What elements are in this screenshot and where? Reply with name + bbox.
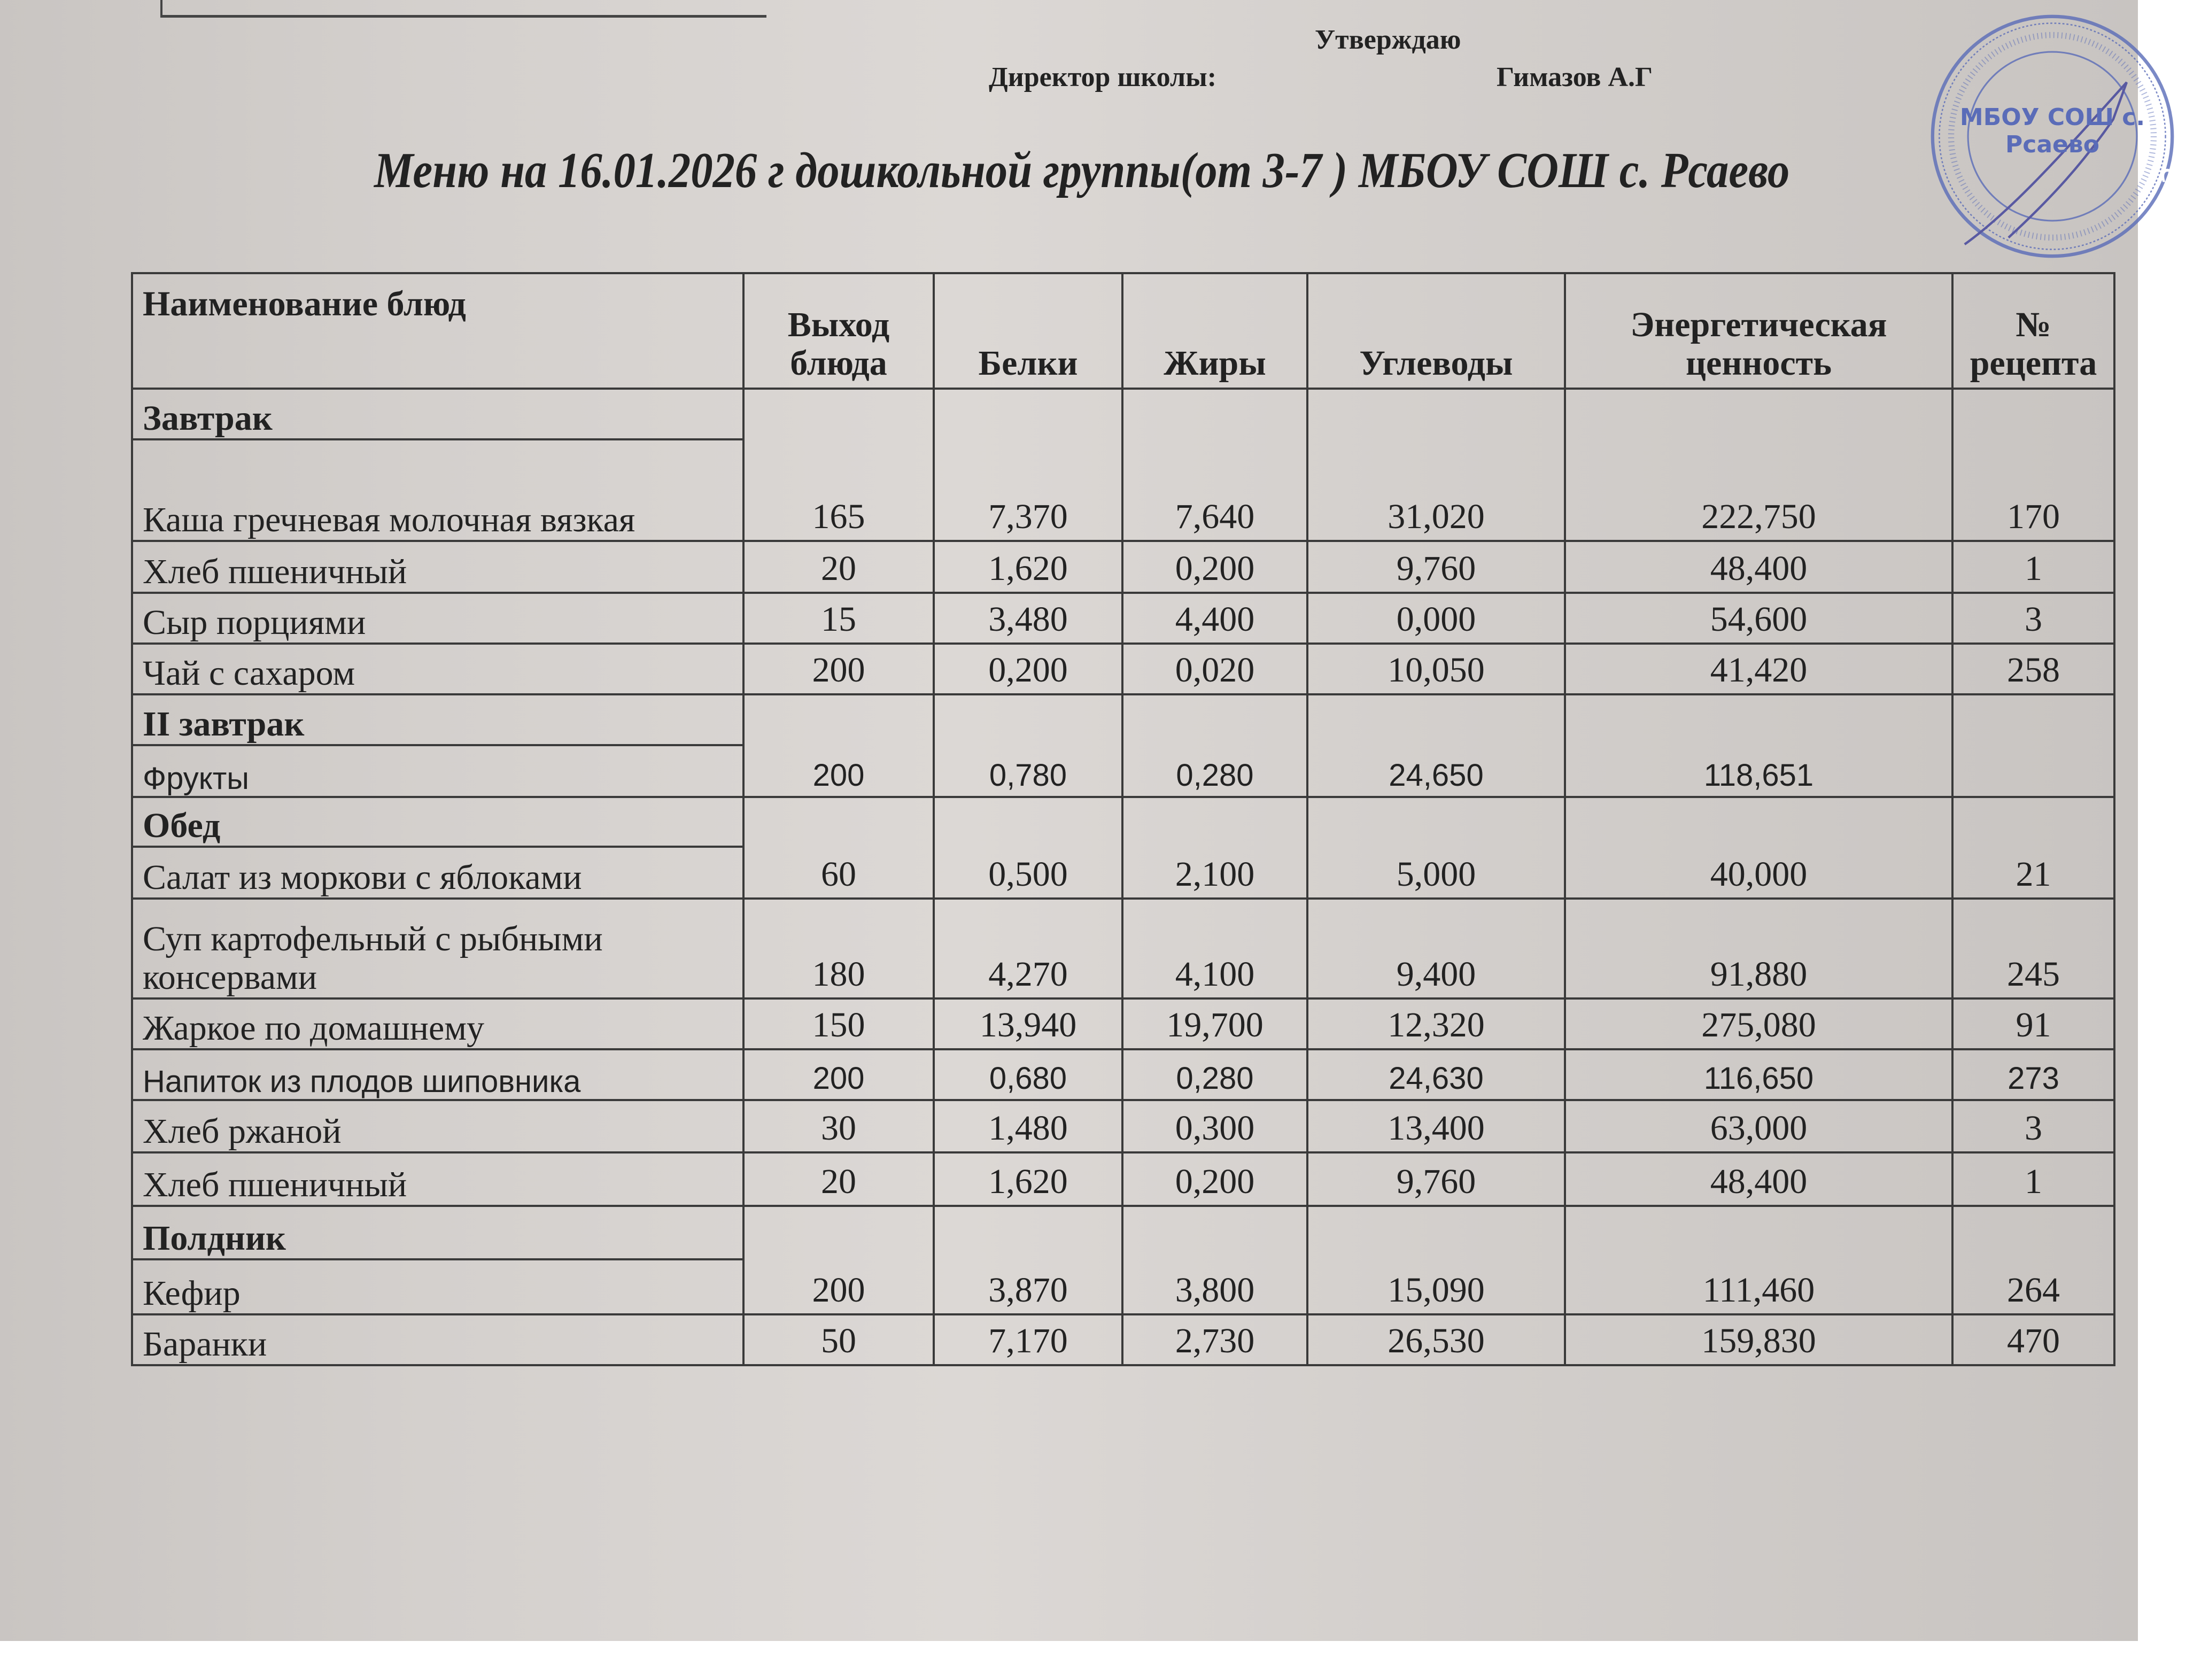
- cell-recipe: 1: [1952, 541, 2114, 593]
- cell-carbs: 0,000: [1307, 593, 1565, 644]
- column-header-protein: Белки: [934, 273, 1122, 389]
- cell-fat: 0,300: [1122, 1100, 1307, 1152]
- cell-yield: 60: [743, 797, 934, 899]
- cell-protein: 3,480: [934, 593, 1122, 644]
- column-header-fat: Жиры: [1122, 273, 1307, 389]
- table-row: [132, 1314, 2114, 1365]
- previous-table-edge: [160, 0, 766, 18]
- device-watermark: POCO C75 | mmmm: [2157, 1268, 2191, 1609]
- section-header-row: [132, 797, 2114, 847]
- cell-energy: 48,400: [1565, 1152, 1952, 1206]
- cell-protein: 7,170: [934, 1314, 1122, 1365]
- cell-carbs: 24,650: [1307, 694, 1565, 797]
- section-header-row: [132, 694, 2114, 745]
- cell-recipe: 3: [1952, 1100, 2114, 1152]
- cell-yield: 200: [743, 644, 934, 694]
- cell-energy: 54,600: [1565, 593, 1952, 644]
- table-row: [132, 644, 2114, 694]
- cell-recipe: 170: [1952, 389, 2114, 541]
- cell-energy: 111,460: [1565, 1206, 1952, 1314]
- cell-yield: 20: [743, 541, 934, 593]
- dish-name: Суп картофельный с рыбными консервами: [132, 899, 743, 998]
- cell-yield: 165: [743, 389, 934, 541]
- cell-protein: 1,480: [934, 1100, 1122, 1152]
- cell-recipe: 3: [1952, 593, 2114, 644]
- cell-energy: 40,000: [1565, 797, 1952, 899]
- cell-energy: 118,651: [1565, 694, 1952, 797]
- cell-carbs: 9,760: [1307, 1152, 1565, 1206]
- dish-name: Каша гречневая молочная вязкая: [132, 439, 743, 541]
- column-header-recipe: № рецепта: [1952, 273, 2114, 389]
- table-row: [132, 593, 2114, 644]
- cell-energy: 41,420: [1565, 644, 1952, 694]
- cell-energy: 63,000: [1565, 1100, 1952, 1152]
- dish-name: Кефир: [132, 1259, 743, 1314]
- cell-yield: 15: [743, 593, 934, 644]
- page-title: Меню на 16.01.2026 г дошкольной группы(от 3-7 ) МБОУ СОШ с. Рсаево: [374, 143, 1790, 198]
- cell-carbs: 10,050: [1307, 644, 1565, 694]
- cell-carbs: 12,320: [1307, 998, 1565, 1049]
- cell-recipe: 91: [1952, 998, 2114, 1049]
- cell-energy: 116,650: [1565, 1049, 1952, 1100]
- cell-recipe: 21: [1952, 797, 2114, 899]
- menu-table: [131, 272, 2115, 1366]
- cell-yield: 200: [743, 1206, 934, 1314]
- section-header-row: [132, 389, 2114, 439]
- cell-carbs: 9,760: [1307, 541, 1565, 593]
- cell-fat: 4,100: [1122, 899, 1307, 998]
- cell-carbs: 5,000: [1307, 797, 1565, 899]
- dish-name: Фрукты: [132, 745, 743, 797]
- section-name: II завтрак: [132, 694, 743, 745]
- cell-recipe: 470: [1952, 1314, 2114, 1365]
- cell-protein: 4,270: [934, 899, 1122, 998]
- approval-label: Утверждаю: [1315, 25, 1461, 55]
- section-name: Полдник: [132, 1206, 743, 1259]
- cell-carbs: 9,400: [1307, 899, 1565, 998]
- cell-yield: 200: [743, 694, 934, 797]
- cell-fat: 3,800: [1122, 1206, 1307, 1314]
- cell-recipe: 273: [1952, 1049, 2114, 1100]
- cell-carbs: 13,400: [1307, 1100, 1565, 1152]
- dish-name: Баранки: [132, 1314, 743, 1365]
- dish-name: Напиток из плодов шиповника: [132, 1049, 743, 1100]
- cell-energy: 48,400: [1565, 541, 1952, 593]
- cell-fat: 2,730: [1122, 1314, 1307, 1365]
- column-header-yield: Выход блюда: [743, 273, 934, 389]
- cell-protein: 0,780: [934, 694, 1122, 797]
- cell-protein: 13,940: [934, 998, 1122, 1049]
- cell-protein: 3,870: [934, 1206, 1122, 1314]
- dish-name: Салат из моркови с яблоками: [132, 847, 743, 899]
- cell-yield: 50: [743, 1314, 934, 1365]
- column-header-carbs: Углеводы: [1307, 273, 1565, 389]
- table-row: [132, 1100, 2114, 1152]
- dish-name: Жаркое по домашнему: [132, 998, 743, 1049]
- cell-protein: 1,620: [934, 1152, 1122, 1206]
- cell-fat: 0,020: [1122, 644, 1307, 694]
- dish-name: Чай с сахаром: [132, 644, 743, 694]
- cell-energy: 222,750: [1565, 389, 1952, 541]
- cell-carbs: 26,530: [1307, 1314, 1565, 1365]
- director-name: Гимазов А.Г: [1497, 62, 1653, 92]
- cell-yield: 30: [743, 1100, 934, 1152]
- cell-protein: 0,200: [934, 644, 1122, 694]
- cell-fat: 7,640: [1122, 389, 1307, 541]
- section-header-row: [132, 1206, 2114, 1259]
- column-header-energy: Энергетическая ценность: [1565, 273, 1952, 389]
- cell-recipe: 264: [1952, 1206, 2114, 1314]
- cell-energy: 275,080: [1565, 998, 1952, 1049]
- cell-yield: 150: [743, 998, 934, 1049]
- cell-fat: 0,280: [1122, 1049, 1307, 1100]
- cell-yield: 20: [743, 1152, 934, 1206]
- cell-protein: 0,500: [934, 797, 1122, 899]
- table-row: [132, 541, 2114, 593]
- cell-yield: 180: [743, 899, 934, 998]
- dish-name: Хлеб ржаной: [132, 1100, 743, 1152]
- cell-carbs: 15,090: [1307, 1206, 1565, 1314]
- cell-fat: 4,400: [1122, 593, 1307, 644]
- cell-energy: 159,830: [1565, 1314, 1952, 1365]
- cell-protein: 7,370: [934, 389, 1122, 541]
- column-header-dish: Наименование блюд: [132, 273, 743, 389]
- cell-fat: 0,200: [1122, 541, 1307, 593]
- cell-fat: 0,200: [1122, 1152, 1307, 1206]
- cell-recipe: 1: [1952, 1152, 2114, 1206]
- table-row: [132, 998, 2114, 1049]
- cell-fat: 19,700: [1122, 998, 1307, 1049]
- cell-fat: 2,100: [1122, 797, 1307, 899]
- cell-carbs: 31,020: [1307, 389, 1565, 541]
- dish-name: Хлеб пшеничный: [132, 1152, 743, 1206]
- cell-protein: 1,620: [934, 541, 1122, 593]
- section-name: Завтрак: [132, 389, 743, 439]
- cell-yield: 200: [743, 1049, 934, 1100]
- cell-fat: 0,280: [1122, 694, 1307, 797]
- cell-carbs: 24,630: [1307, 1049, 1565, 1100]
- cell-protein: 0,680: [934, 1049, 1122, 1100]
- table-row: [132, 1049, 2114, 1100]
- photo-timestamp: 14.01.2026 10:13: [2157, 162, 2191, 481]
- table-row: [132, 1152, 2114, 1206]
- cell-energy: 91,880: [1565, 899, 1952, 998]
- dish-name: Хлеб пшеничный: [132, 541, 743, 593]
- cell-recipe: 245: [1952, 899, 2114, 998]
- stamp-center-text: МБОУ СОШ с. Рсаево: [1959, 104, 2145, 158]
- section-name: Обед: [132, 797, 743, 847]
- dish-name: Сыр порциями: [132, 593, 743, 644]
- director-label: Директор школы:: [989, 62, 1217, 92]
- cell-recipe: 258: [1952, 644, 2114, 694]
- table-row: [132, 899, 2114, 998]
- table-header-row: [132, 273, 2114, 389]
- cell-recipe: [1952, 694, 2114, 797]
